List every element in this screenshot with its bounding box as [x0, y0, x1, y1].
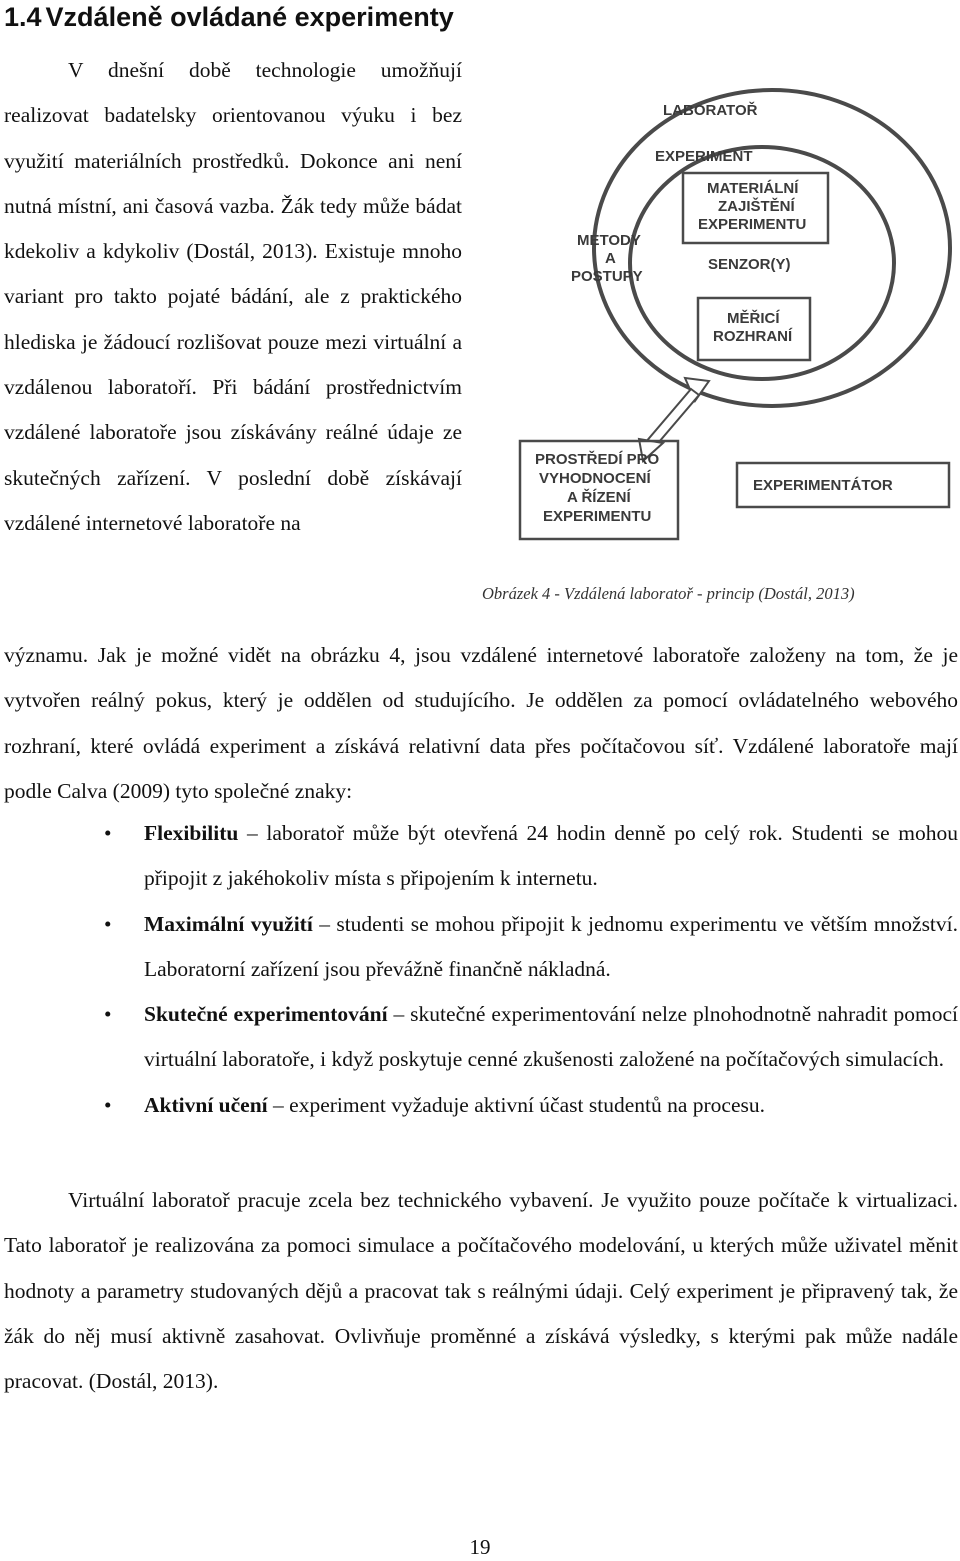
list-item-text: – experiment vyžaduje aktivní účast studentů na procesu. — [267, 1092, 765, 1117]
remote-lab-diagram — [515, 83, 955, 545]
label-rozhrani-1: MĚŘICÍ — [727, 310, 780, 327]
label-rozhrani-2: ROZHRANÍ — [713, 328, 793, 345]
label-metody-1: METODY — [577, 232, 641, 249]
label-experimentator: EXPERIMENTÁTOR — [753, 477, 893, 494]
list-item-term: Maximální využití — [144, 911, 313, 936]
label-material-3: EXPERIMENTU — [698, 216, 807, 233]
label-metody-3: POSTUPY — [571, 268, 643, 285]
continuation-block — [4, 633, 958, 814]
label-laborator: LABORATOŘ — [663, 102, 758, 119]
page-number: 19 — [469, 1535, 491, 1559]
list-item-term: Skutečné experimentování — [144, 1002, 388, 1027]
label-prostredi-3: A ŘÍZENÍ — [567, 489, 631, 506]
section-number: 1.4 — [4, 2, 42, 32]
label-metody-2: A — [605, 250, 616, 267]
list-item-text: – skutečné experimentování nelze plnohodnotně nahradit pomocí virtuální laboratoře, i když poskytuje cenné zkušenosti založené na počítačových simulacích. — [144, 1002, 958, 1072]
section-title: Vzdáleně ovládané experimenty — [45, 2, 454, 32]
label-prostredi-1: PROSTŘEDÍ PRO — [535, 451, 660, 468]
final-block — [4, 1178, 958, 1404]
list-item — [4, 811, 958, 902]
label-experiment: EXPERIMENT — [655, 148, 753, 165]
section-heading — [4, 0, 454, 34]
label-prostredi-2: VYHODNOCENÍ — [539, 470, 651, 487]
laboratory-ellipse — [594, 90, 950, 406]
list-item — [4, 992, 958, 1083]
label-material-2: ZAJIŠTĚNÍ — [718, 198, 795, 215]
bullet-icon: • — [104, 911, 112, 936]
figure-caption: Obrázek 4 - Vzdálená laboratoř - princip (Dostál, 2013) — [482, 584, 855, 603]
list-item — [4, 902, 958, 993]
bullet-icon: • — [104, 1092, 112, 1117]
continuation-paragraph: významu. Jak je možné vidět na obrázku 4, jsou vzdálené internetové laboratoře založeny na tom, že je vytvořen reálný pokus, který je oddělen od studujícího. Je oddělen za pomocí ovládatelného webového rozhraní, které ovládá experiment a získává relativní data přes počítačovou síť. Vzdálené laboratoře mají podle Calva (2009) tyto společné znaky: — [4, 643, 958, 803]
list-item — [4, 1083, 958, 1128]
final-paragraph: Virtuální laboratoř pracuje zcela bez technického vybavení. Je využito pouze počítače k virtualizaci. Tato laboratoř je realizována za pomoci simulace a počítačového modelování, u kterých může uživatel měnit hodnoty a parametry studovaných dějů a pracovat tak s reálnými údaji. Celý experiment je připravený tak, že žák do něj musí aktivně zasahovat. Ovlivňuje proměnné a získává výsledky, s kterými pak může nadále pracovat. (Dostál, 2013). — [4, 1188, 958, 1394]
label-prostredi-4: EXPERIMENTU — [543, 508, 652, 525]
list-item-term: Aktivní učení — [144, 1092, 268, 1117]
features-list — [4, 811, 958, 1128]
bidirectional-arrow-icon — [639, 378, 709, 461]
list-item-term: Flexibilitu — [144, 821, 239, 845]
bullet-icon: • — [104, 821, 112, 845]
label-senzor: SENZOR(Y) — [708, 256, 791, 273]
bullet-icon: • — [104, 1002, 112, 1027]
intro-paragraph-block — [4, 48, 462, 546]
list-item-text: – studenti se mohou připojit k jednomu experimentu ve větším množství. Laboratorní zařízení jsou převážně finančně nákladná. — [144, 911, 959, 981]
list-item-text: – laboratoř může být otevřená 24 hodin denně po celý rok. Studenti se mohou připojit z jakéhokoliv místa s připojením k internetu. — [144, 821, 958, 891]
label-material-1: MATERIÁLNÍ — [707, 180, 799, 197]
intro-paragraph: V dnešní době technologie umožňují realizovat badatelsky orientovanou výuku i bez využití materiálních prostředků. Dokonce ani není nutná místní, ani časová vazba. Žák tedy může bádat kdekoliv a kdykoliv (Dostál, 2013). Existuje mnoho variant pro takto pojaté bádání, ale z praktického hlediska je žádoucí rozlišovat pouze mezi virtuální a vzdálenou laboratoří. Při bádání prostřednictvím vzdálené laboratoře jsou získávány reálné údaje ze skutečných zařízení. V poslední době získávají vzdálené internetové laboratoře na — [4, 58, 462, 535]
